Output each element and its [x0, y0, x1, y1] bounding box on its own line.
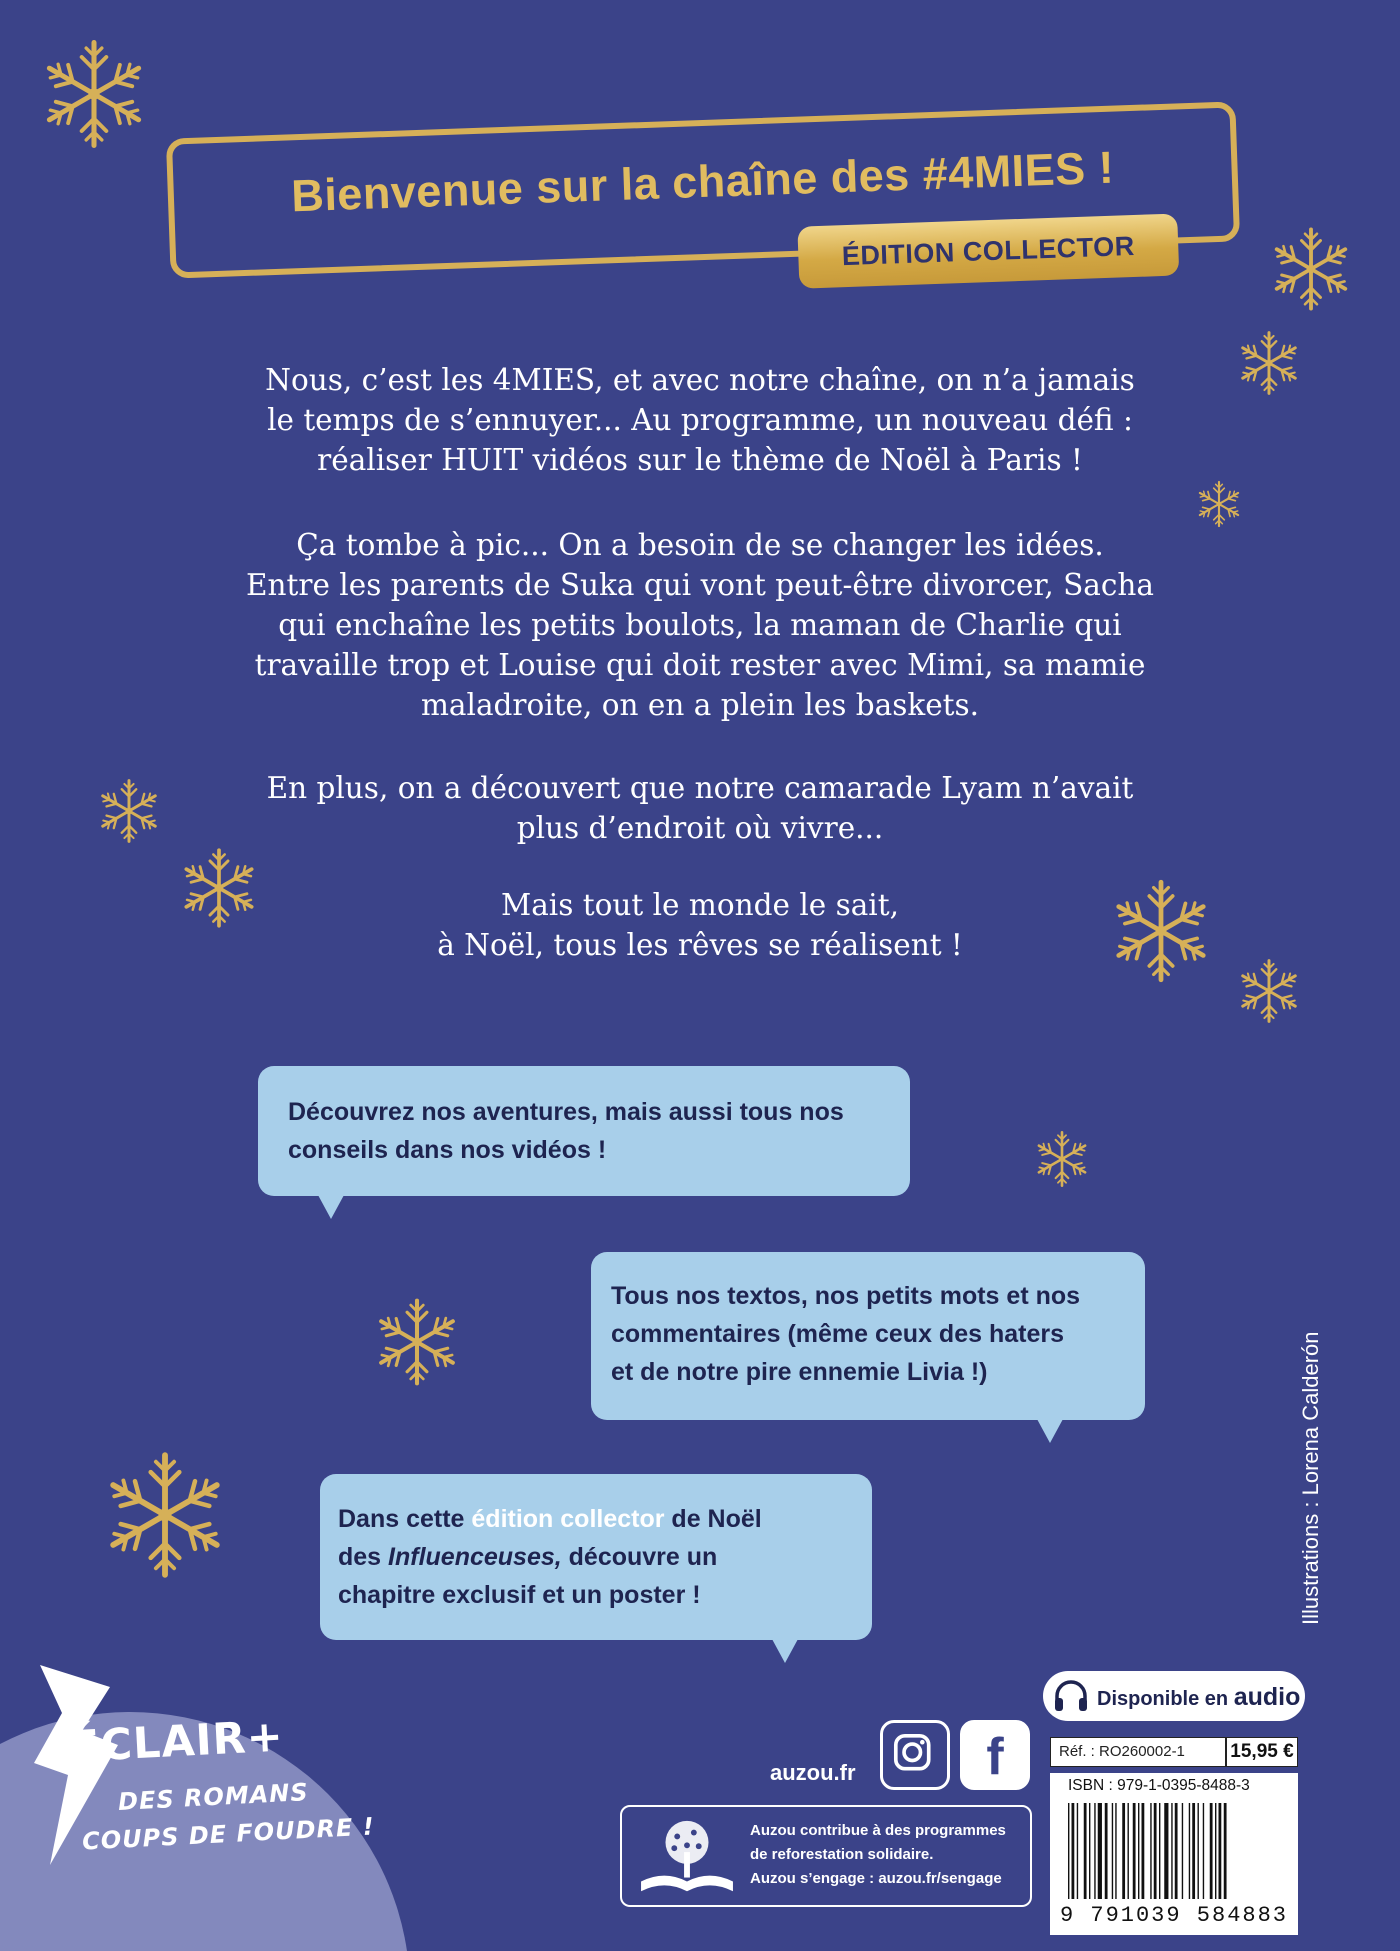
snowflake-icon	[1236, 958, 1302, 1024]
barcode-bar	[1072, 1803, 1075, 1899]
bubble-line: Découvrez nos aventures, mais aussi tous nos	[288, 1098, 844, 1126]
bubble-line: et de notre pire ennemie Livia !)	[611, 1358, 988, 1386]
barcode-bar	[1192, 1803, 1195, 1899]
barcode-bar	[1175, 1803, 1178, 1899]
edition-collector-highlight: édition collector	[471, 1505, 665, 1533]
speech-bubble-videos	[258, 1066, 910, 1196]
barcode-bar	[1105, 1803, 1108, 1899]
text-line: Mais tout le monde le sait,	[501, 888, 899, 922]
barcode-bar	[1068, 1803, 1069, 1899]
collection-tagline-2: COUPS DE FOUDRE !	[81, 1812, 376, 1856]
text-line: Entre les parents de Suka qui vont peut-être divorcer, Sacha	[245, 568, 1155, 602]
bubble-line: chapitre exclusif et un poster !	[338, 1581, 701, 1609]
bubble-tail	[318, 1195, 344, 1219]
collection-name: ÉCLAIR+	[68, 1711, 285, 1773]
snowflake-icon	[1033, 1130, 1091, 1188]
text-line: Nous, c’est les 4MIES, et avec notre chaîne, on n’a jamais	[265, 363, 1135, 397]
bubble-line: commentaires (même ceux des haters	[611, 1320, 1064, 1348]
snowflake-icon	[38, 38, 150, 150]
bubble-line	[338, 1538, 872, 1576]
text-line: plus d’endroit où vivre...	[516, 811, 884, 845]
instagram-icon[interactable]	[880, 1720, 950, 1790]
barcode-bar	[1142, 1803, 1145, 1899]
barcode-bar	[1115, 1803, 1116, 1899]
text-line: le temps de s’ennuyer... Au programme, un nouveau défi :	[267, 403, 1133, 437]
page-title: Bienvenue sur la chaîne des #4MIES !	[290, 141, 1115, 222]
intro-paragraph-1	[150, 360, 1250, 480]
text-line: En plus, on a découvert que notre camarade Lyam n’avait	[266, 771, 1134, 805]
reforestation-line: de reforestation solidaire.	[750, 1846, 934, 1863]
text-line: à Noël, tous les rêves se réalisent !	[437, 928, 963, 962]
barcode-bar	[1089, 1803, 1090, 1899]
audio-text	[1097, 1683, 1300, 1712]
reforestation-box	[620, 1805, 1032, 1907]
snowflake-icon	[1195, 480, 1243, 528]
edition-collector-badge: ÉDITION COLLECTOR	[797, 213, 1179, 288]
reforestation-text	[750, 1819, 1006, 1891]
barcode-bar	[1198, 1803, 1199, 1899]
barcode-bar	[1098, 1803, 1102, 1899]
barcode-bar	[1164, 1803, 1168, 1899]
facebook-icon[interactable]	[960, 1720, 1030, 1790]
barcode-bar	[1112, 1803, 1113, 1899]
barcode-bar	[1171, 1803, 1172, 1899]
barcode-bar	[1210, 1803, 1213, 1899]
price: 15,95 €	[1226, 1737, 1298, 1767]
text-line: Ça tombe à pic... On a besoin de se changer les idées.	[296, 528, 1104, 562]
text-line: réaliser HUIT vidéos sur le thème de Noël à Paris !	[317, 443, 1083, 477]
title-box	[166, 101, 1240, 278]
barcode-bar	[1122, 1803, 1125, 1899]
text-line: maladroite, on en a plein les baskets.	[420, 688, 980, 722]
collection-tagline-1: DES ROMANS	[117, 1778, 310, 1816]
bubble-text: Dans cette	[338, 1505, 472, 1533]
reforestation-line: Auzou contribue à des programmes	[750, 1822, 1006, 1839]
text-line: qui enchaîne les petits boulots, la maman de Charlie qui	[278, 608, 1122, 642]
barcode-digits: 9 791039 584883	[1059, 1903, 1289, 1928]
audio-available-badge	[1043, 1671, 1305, 1721]
barcode-bar	[1128, 1803, 1129, 1899]
facebook-glyph: f	[986, 1728, 1004, 1786]
barcode-bar	[1203, 1803, 1204, 1899]
barcode-bar	[1159, 1803, 1160, 1899]
reference-number: Réf. : RO260002-1	[1050, 1737, 1226, 1767]
intro-paragraph-2	[150, 525, 1250, 725]
reforestation-line: Auzou s’engage : auzou.fr/sengage	[750, 1870, 1002, 1887]
snowflake-icon	[372, 1297, 462, 1387]
isbn: ISBN : 979-1-0395-8488-3	[1068, 1777, 1250, 1794]
price-box	[1050, 1737, 1298, 1767]
barcode-bar	[1189, 1803, 1190, 1899]
bubble-line	[338, 1500, 872, 1538]
illustrations-credit: Illustrations : Lorena Calderón	[1298, 1331, 1323, 1625]
barcode-bar	[1138, 1803, 1139, 1899]
headphones-icon	[1051, 1676, 1091, 1716]
publisher-website-link[interactable]: auzou.fr	[770, 1760, 856, 1785]
bubble-text: de Noël	[664, 1505, 762, 1533]
barcode-bar	[1215, 1803, 1216, 1899]
bubble-line: Tous nos textos, nos petits mots et nos	[611, 1282, 1081, 1310]
barcode-bar	[1219, 1803, 1222, 1899]
barcode-bar	[1084, 1803, 1087, 1899]
snowflake-icon	[100, 1450, 230, 1580]
speech-bubble-texts	[591, 1252, 1145, 1420]
barcode-bar	[1154, 1803, 1157, 1899]
audio-prefix: Disponible en	[1097, 1688, 1229, 1710]
bubble-line: conseils dans nos vidéos !	[288, 1136, 607, 1164]
barcode-box	[1050, 1773, 1298, 1935]
intro-paragraph-3	[150, 768, 1250, 848]
speech-bubble-collector	[320, 1474, 872, 1640]
intro-paragraph-4	[150, 885, 1250, 965]
barcode-bars	[1064, 1803, 1284, 1903]
bubble-tail	[1037, 1419, 1063, 1443]
bubble-text: des	[338, 1543, 389, 1571]
barcode-bar	[1182, 1803, 1183, 1899]
barcode-bar	[1133, 1803, 1136, 1899]
barcode-bar	[1094, 1803, 1095, 1899]
barcode-bar	[1224, 1803, 1227, 1899]
audio-emphasis: audio	[1233, 1683, 1301, 1711]
text-line: travaille trop et Louise qui doit rester avec Mimi, sa mamie	[254, 648, 1146, 682]
barcode-bar	[1077, 1803, 1078, 1899]
bubble-tail	[772, 1639, 798, 1663]
bubble-text: découvre un	[561, 1543, 718, 1571]
tree-book-icon	[632, 1813, 742, 1901]
barcode-bar	[1150, 1803, 1151, 1899]
series-title: Influenceuses,	[388, 1543, 562, 1571]
snowflake-icon	[1268, 226, 1354, 312]
